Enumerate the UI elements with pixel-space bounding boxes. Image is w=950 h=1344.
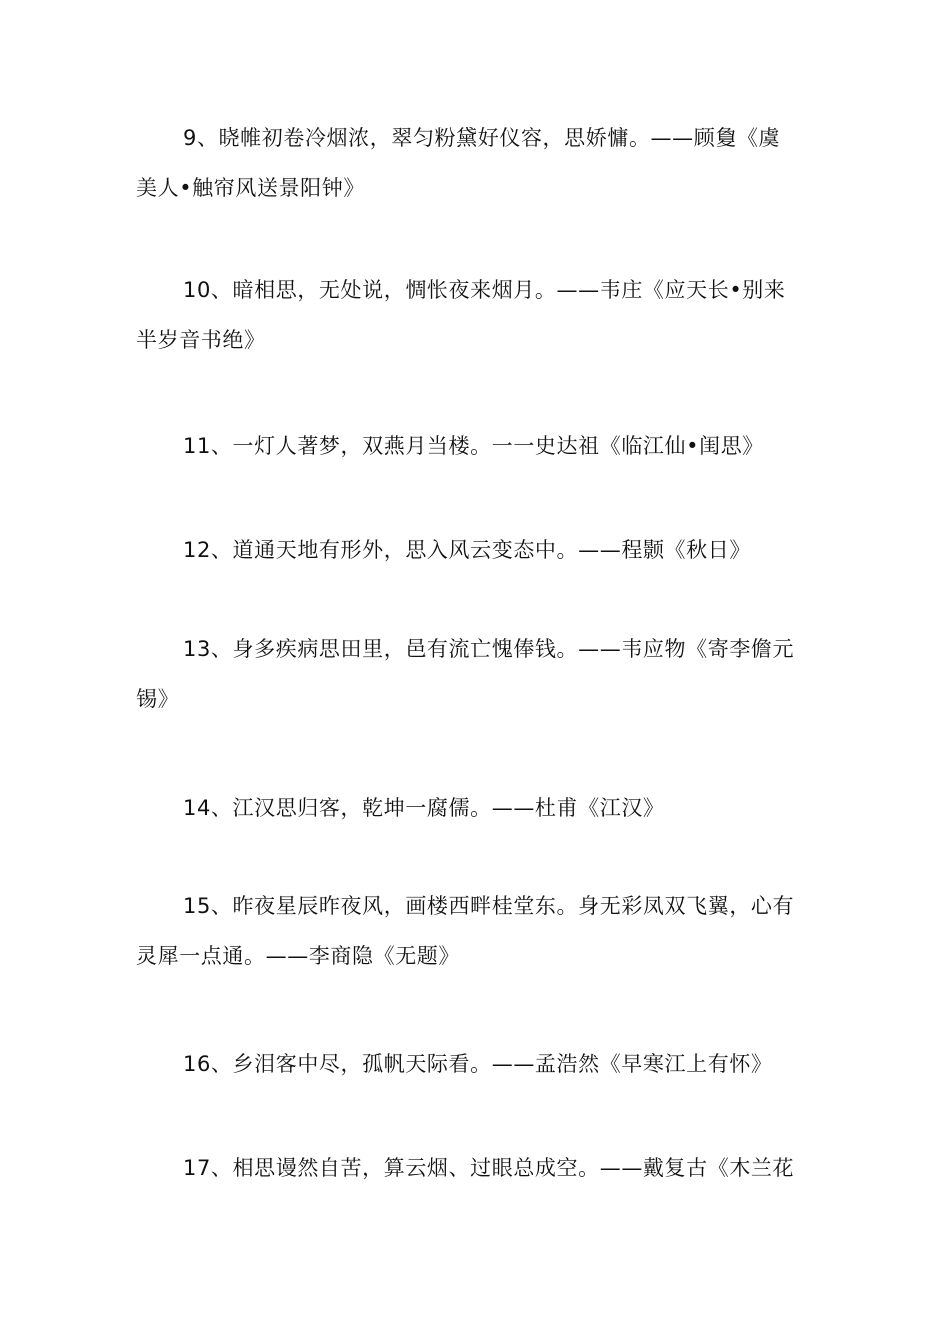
entry-9-line-2: 美人•触帘风送景阳钟》 (136, 176, 365, 200)
entry-15-line-2: 灵犀一点通。——李商隐《无题》 (136, 944, 460, 968)
entry-16-line-1: 16、乡泪客中尽，孤帆天际看。——孟浩然《早寒江上有怀》 (183, 1052, 773, 1076)
entry-13-line-2: 锡》 (136, 687, 180, 711)
entry-10-line-1: 10、暗相思，无处说，惆怅夜来烟月。——韦庄《应天长•别来 (183, 278, 786, 302)
entry-11-line-1: 11、一灯人著梦，双燕月当楼。一一史达祖《临江仙•闺思》 (183, 434, 764, 458)
entry-12-line-1: 12、道通天地有形外，思入风云变态中。——程颢《秋日》 (183, 538, 751, 562)
entry-15-line-1: 15、昨夜星辰昨夜风，画楼西畔桂堂东。身无彩凤双飞翼，心有 (183, 894, 795, 918)
entry-10-line-2: 半岁音书绝》 (136, 328, 266, 352)
entry-17-line-1: 17、相思谩然自苦，算云烟、过眼总成空。——戴复古《木兰花 (183, 1156, 795, 1180)
entry-13-line-1: 13、身多疾病思田里，邑有流亡愧俸钱。——韦应物《寄李儋元 (183, 637, 795, 661)
entry-14-line-1: 14、江汉思归客，乾坤一腐儒。——杜甫《江汉》 (183, 796, 665, 820)
entry-9-line-1: 9、晓帷初卷冷烟浓，翠匀粉黛好仪容，思娇慵。——顾敻《虞 (183, 126, 781, 150)
